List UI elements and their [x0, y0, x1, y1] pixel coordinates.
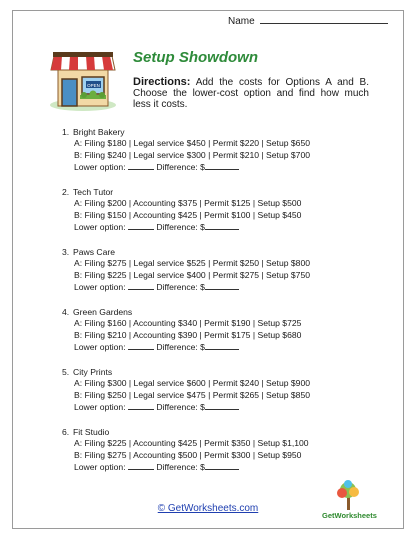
lower-option-blank[interactable]	[128, 341, 154, 350]
difference-label: Difference: $	[156, 281, 205, 292]
directions-label: Directions:	[133, 76, 191, 88]
business-name: Fit Studio	[73, 427, 110, 437]
lower-option-blank[interactable]	[128, 401, 154, 410]
business-name: Paws Care	[73, 247, 116, 257]
problem-number: 4.	[62, 307, 70, 317]
difference-blank[interactable]	[205, 461, 239, 470]
storefront-icon	[49, 50, 117, 112]
business-name: Bright Bakery	[73, 127, 125, 137]
lower-option-label: Lower option:	[74, 341, 126, 352]
option-a-costs: A: Filing $200 | Accounting $375 | Permit $125 | Setup $500	[74, 198, 302, 209]
problem-heading	[62, 247, 382, 258]
problem-number: 6.	[62, 427, 70, 437]
problem-heading	[62, 187, 382, 198]
lower-option-label: Lower option:	[74, 161, 126, 172]
lower-option-blank[interactable]	[128, 461, 154, 470]
difference-label: Difference: $	[156, 221, 205, 232]
option-b-costs: B: Filing $150 | Accounting $425 | Permit $100 | Setup $450	[74, 209, 302, 220]
problem-number: 1.	[62, 127, 70, 137]
answer-row	[62, 161, 382, 173]
lower-option-label: Lower option:	[74, 461, 126, 472]
option-a-costs: A: Filing $225 | Accounting $425 | Permit $350 | Setup $1,100	[74, 438, 309, 449]
business-name: Green Gardens	[73, 307, 133, 317]
problem-heading	[62, 367, 382, 378]
difference-blank[interactable]	[205, 161, 239, 170]
problem-item	[62, 187, 382, 247]
option-a-costs: A: Filing $180 | Legal service $450 | Permit $220 | Setup $650	[74, 138, 311, 149]
problem-number: 5.	[62, 367, 70, 377]
name-field	[228, 14, 388, 27]
problem-item	[62, 307, 382, 367]
problem-number: 2.	[62, 187, 70, 197]
answer-row	[62, 341, 382, 353]
business-name: City Prints	[73, 367, 113, 377]
difference-blank[interactable]	[205, 221, 239, 230]
difference-label: Difference: $	[156, 401, 205, 412]
difference-label: Difference: $	[156, 461, 205, 472]
answer-row	[62, 461, 382, 473]
logo-wordmark-get: Get	[322, 511, 335, 520]
lower-option-blank[interactable]	[128, 221, 154, 230]
problem-item	[62, 127, 382, 187]
difference-blank[interactable]	[205, 341, 239, 350]
option-b-costs: B: Filing $275 | Accounting $500 | Permit $300 | Setup $950	[74, 449, 302, 460]
option-a-costs: A: Filing $275 | Legal service $525 | Permit $250 | Setup $800	[74, 258, 311, 269]
lower-option-label: Lower option:	[74, 281, 126, 292]
problem-heading	[62, 307, 382, 318]
difference-label: Difference: $	[156, 341, 205, 352]
difference-label: Difference: $	[156, 161, 205, 172]
business-name: Tech Tutor	[73, 187, 114, 197]
option-a-costs: A: Filing $300 | Legal service $600 | Permit $240 | Setup $900	[74, 378, 311, 389]
lower-option-blank[interactable]	[128, 161, 154, 170]
name-label: Name	[228, 16, 255, 27]
problem-number: 3.	[62, 247, 70, 257]
option-b-costs: B: Filing $250 | Legal service $475 | Permit $265 | Setup $850	[74, 389, 311, 400]
problem-item	[62, 367, 382, 427]
option-b-costs: B: Filing $240 | Legal service $300 | Permit $210 | Setup $700	[74, 149, 311, 160]
option-a-costs: A: Filing $160 | Accounting $340 | Permit $190 | Setup $725	[74, 318, 302, 329]
directions-text: Add the costs for Options A and B. Choose the lower-cost option and find how much less it costs.	[133, 77, 369, 110]
directions	[133, 77, 369, 110]
problem-heading	[62, 427, 382, 438]
difference-blank[interactable]	[205, 281, 239, 290]
lower-option-label: Lower option:	[74, 221, 126, 232]
answer-row	[62, 221, 382, 233]
problem-item	[62, 247, 382, 307]
open-sign: OPEN	[87, 82, 100, 88]
problem-list	[62, 127, 382, 487]
option-b-costs: B: Filing $210 | Accounting $390 | Permit $175 | Setup $680	[74, 329, 302, 340]
logo-wordmark	[322, 511, 377, 520]
problem-heading	[62, 127, 382, 138]
option-b-costs: B: Filing $225 | Legal service $400 | Permit $275 | Setup $750	[74, 269, 311, 280]
lower-option-blank[interactable]	[128, 281, 154, 290]
difference-blank[interactable]	[205, 401, 239, 410]
answer-row	[62, 401, 382, 413]
name-input-line[interactable]	[260, 14, 388, 24]
footer-link[interactable]: © GetWorksheets.com	[157, 503, 259, 514]
answer-row	[62, 281, 382, 293]
worksheet-title: Setup Showdown	[133, 49, 258, 66]
lower-option-label: Lower option:	[74, 401, 126, 412]
logo-wordmark-worksheets: Worksheets	[334, 511, 377, 520]
